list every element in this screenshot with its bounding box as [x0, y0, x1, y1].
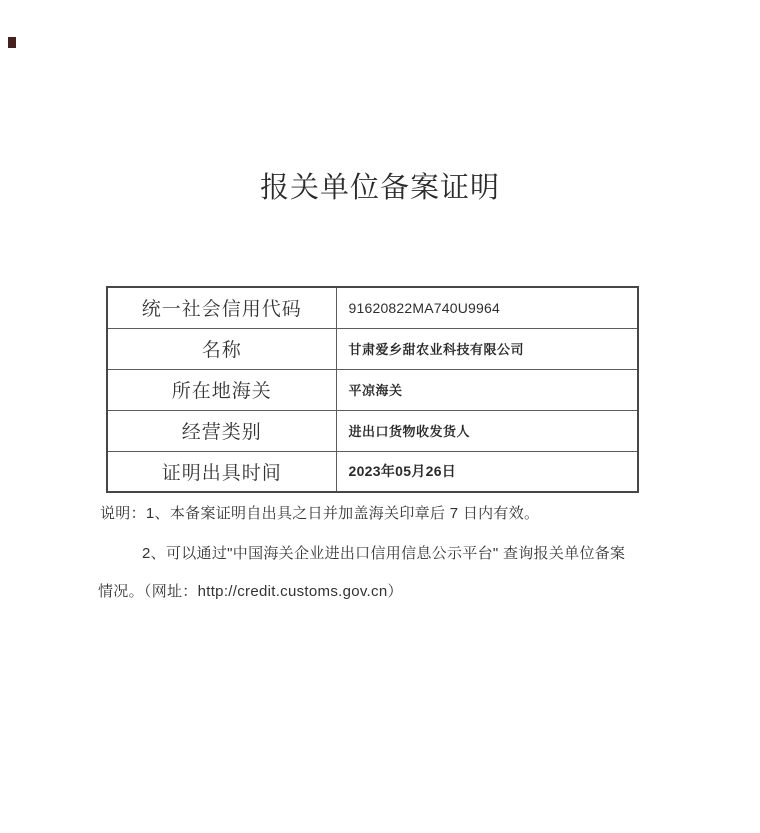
table-row-business-category	[107, 410, 638, 451]
table-row-company-name	[107, 328, 638, 369]
registration-table	[106, 286, 639, 493]
row-value-customs-location: 平凉海关	[348, 383, 403, 398]
row-label-issue-date: 证明出具时间	[107, 451, 336, 492]
row-label-customs-location: 所在地海关	[107, 369, 336, 410]
row-value-company-name: 甘肃爱乡甜农业科技有限公司	[348, 342, 525, 357]
table-row-customs-location	[107, 369, 638, 410]
scan-speck	[8, 37, 16, 48]
table-row-credit-code	[107, 287, 638, 328]
row-value-issue-date: 2023年05月26日	[348, 463, 457, 480]
table-row-issue-date	[107, 451, 638, 492]
note-line-website: 情况。（网址：http://credit.customs.gov.cn）	[98, 583, 403, 600]
row-label-company-name: 名称	[107, 328, 336, 369]
note-line-validity: 说明：1、本备案证明自出具之日并加盖海关印章后 7 日内有效。	[100, 505, 540, 522]
row-value-business-category: 进出口货物收发货人	[348, 424, 471, 439]
page-title: 报关单位备案证明	[259, 172, 500, 204]
note-line-query-platform: 2、可以通过"中国海关企业进出口信用信息公示平台" 查询报关单位备案	[142, 545, 626, 562]
row-value-credit-code: 91620822MA740U9964	[348, 299, 501, 316]
row-label-business-category: 经营类别	[107, 410, 336, 451]
row-label-credit-code: 统一社会信用代码	[107, 287, 336, 328]
